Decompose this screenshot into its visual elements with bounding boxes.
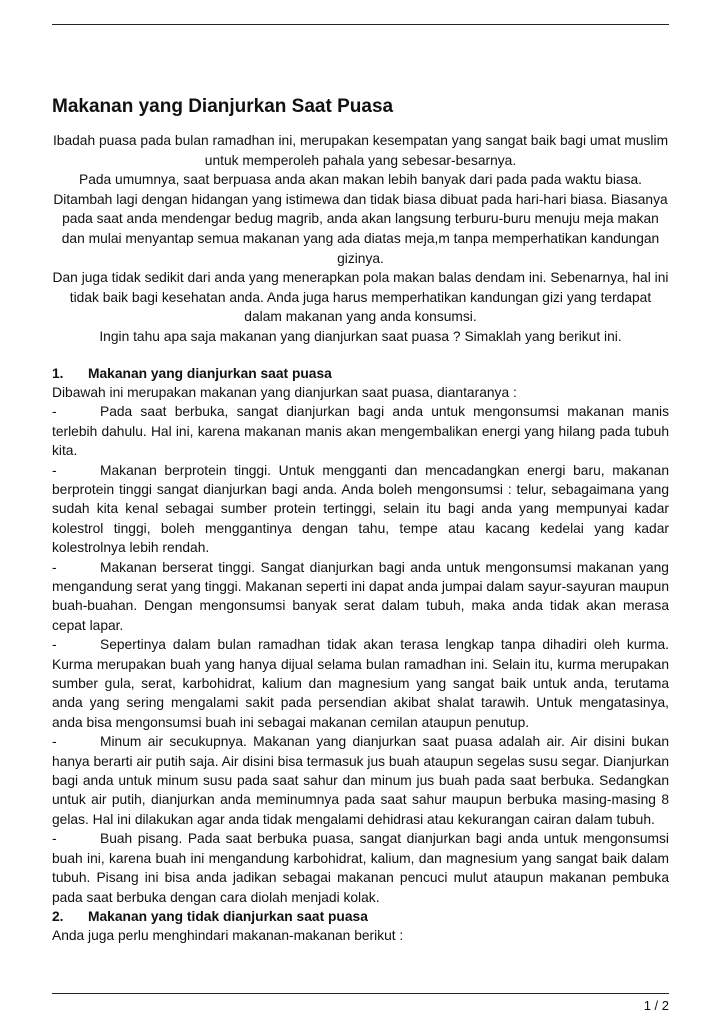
bullet-marker: - <box>52 734 57 750</box>
list-item-text: Makanan berprotein tinggi. Untuk mengganti dan mencadangkan energi baru, makanan berprotein tinggi sangat dianjurkan bagi anda. Anda boleh mengonsumsi : telur, sebagaimana yang sudah kita kenal sebagai sumber protein tertinggi, selain itu bagi anda yang mempunyai kadar kolestrol tinggi, boleh menggantinya dengan tahu, tempe atau kacang kedelai yang kadar kolestrolnya lebih rendah. <box>52 462 669 556</box>
bullet-marker: - <box>52 462 57 478</box>
section-1-lead: Dibawah ini merupakan makanan yang dianjurkan saat puasa, diantaranya : <box>52 384 517 400</box>
intro-paragraph: Ibadah puasa pada bulan ramadhan ini, merupakan kesempatan yang sangat baik bagi umat muslim untuk memperoleh pahala yang sebesar-besarnya. <box>52 133 669 168</box>
document-title: Makanan yang Dianjurkan Saat Puasa <box>52 96 394 117</box>
list-item-text: Buah pisang. Pada saat berbuka puasa, sangat dianjurkan bagi anda untuk mengonsumsi buah ini, karena buah ini mengandung karbohidrat, kalium, dan magnesium yang sangat baik dalam tubuh. Pisang ini bisa anda jadikan sebagai makanan pencuci mulut ataupun makanan pembuka pada saat berbuka dengan cara diolah menjadi kolak. <box>52 831 669 905</box>
section-1-number: 1. <box>52 365 64 381</box>
bullet-marker: - <box>52 831 57 847</box>
section-2-heading <box>52 907 669 926</box>
section-2-number: 2. <box>52 908 64 924</box>
list-item-text: Minum air secukupnya. Makanan yang dianjurkan saat puasa adalah air. Air disini bukan hanya berarti air putih saja. Air disini bisa termasuk jus buah ataupun segelas susu segar. Dianjurkan bagi anda untuk minum susu pada saat sahur dan minum jus buah pada saat berbuka. Sedangkan untuk air putih, dianjurkan anda meminumnya pada saat sahur maupun berbuka masing-masing 8 gelas. Hal ini dilakukan agar anda tidak mengalami dehidrasi atau kekurangan cairan dalam tubuh. <box>52 734 669 827</box>
list-item-text: Sepertinya dalam bulan ramadhan tidak akan terasa lengkap tanpa dihadiri oleh kurma. Kurma merupakan buah yang hanya dijual selama bulan ramadhan ini. Selain itu, kurma merupakan sumber gula, serat, karbohidrat, kalium dan magnesium yang sangat baik untuk anda, terutama anda yang sering mengalami sakit pada persendian akibat shalat tarawih. Untuk mengatasinya, anda bisa mengonsumsi buah ini sebagai makanan cemilan ataupun penutup. <box>52 637 669 730</box>
document-body <box>52 95 669 946</box>
bullet-marker: - <box>52 404 57 420</box>
list-item-text: Makanan berserat tinggi. Sangat dianjurkan bagi anda untuk mengonsumsi makanan yang mengandung serat yang tinggi. Makanan seperti ini dapat anda jumpai dalam sayur-sayuran maupun buah-buahan. Dengan mengonsumsi banyak serat dalam tubuh, maka anda tidak akan merasa cepat lapar. <box>52 559 669 633</box>
list-item <box>52 829 669 907</box>
bullet-marker: - <box>52 559 57 575</box>
page-indicator: 1 / 2 <box>643 998 669 1013</box>
intro-block <box>52 131 669 347</box>
main-sections <box>52 364 669 946</box>
footer-rule <box>52 993 669 994</box>
section-2-lead: Anda juga perlu menghindari makanan-makanan berikut : <box>52 928 404 944</box>
section-1-title: Makanan yang dianjurkan saat puasa <box>88 365 332 381</box>
intro-paragraph: Dan juga tidak sedikit dari anda yang menerapkan pola makan balas dendam ini. Sebenarnya, hal ini tidak baik bagi kesehatan anda. Anda juga harus memperhatikan kandungan gizi yang terdapat dalam makanan yang anda konsumsi. <box>52 270 669 325</box>
section-2-title: Makanan yang tidak dianjurkan saat puasa <box>88 908 368 924</box>
list-item <box>52 635 669 732</box>
intro-paragraph: Ingin tahu apa saja makanan yang dianjurkan saat puasa ? Simaklah yang berikut ini. <box>99 328 622 344</box>
list-item <box>52 461 669 558</box>
bullet-marker: - <box>52 637 57 653</box>
intro-paragraph: Pada umumnya, saat berpuasa anda akan makan lebih banyak dari pada pada waktu biasa. Ditambah lagi dengan hidangan yang istimewa dan tidak biasa dibuat pada hari-hari biasa. Biasanya pada saat anda mendengar bedug magrib, anda akan langsung terburu-buru menuju meja makan dan mulai menyantap semua makanan yang ada diatas meja,m tanpa memperhatikan kandungan gizinya. <box>53 172 668 266</box>
list-item-text: Pada saat berbuka, sangat dianjurkan bagi anda untuk mengonsumsi makanan manis terlebih dahulu. Hal ini, karena makanan manis akan mengembalikan energi yang hilang pada tubuh kita. <box>52 404 669 459</box>
list-item <box>52 732 669 829</box>
list-item <box>52 402 669 460</box>
section-1-heading <box>52 364 669 383</box>
header-rule <box>52 24 669 25</box>
list-item <box>52 558 669 636</box>
